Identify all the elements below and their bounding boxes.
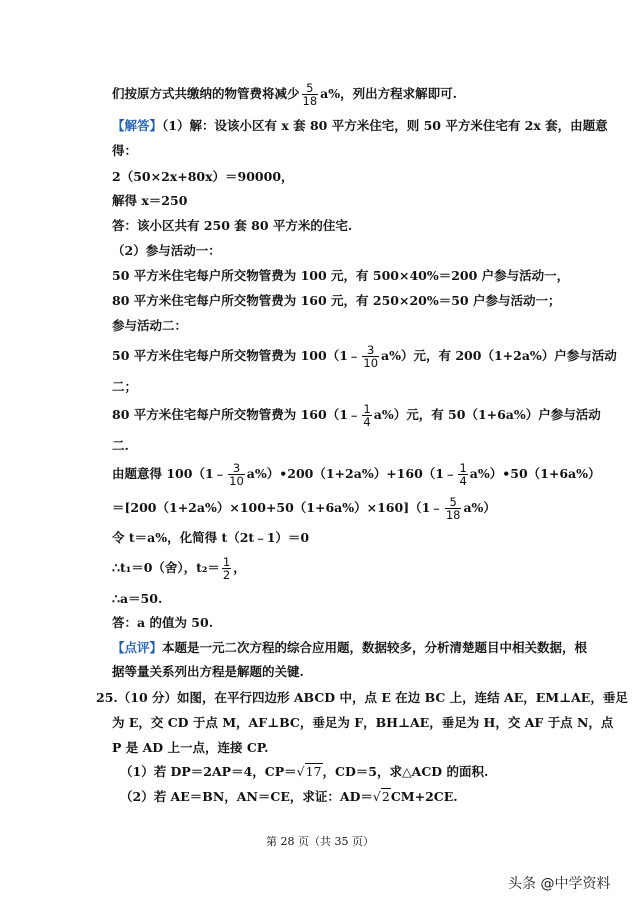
text-line: 答：a 的值为 50. (112, 615, 214, 630)
equation-line: 由题意得 100（1﹣ $\frac{3}{10}$ a%）•200（1+2a%）+160（1﹣ $\frac{1}{4}$ a%）•50（1+6a%） (112, 461, 601, 488)
fraction: $\frac{1}{4}$ (363, 402, 371, 429)
text-line: 50 平方米住宅每户所交物管费为 100 元，有 500×40%＝200 户参与活动一， (112, 268, 570, 283)
answer-heading: 【解答】（1）解：设该小区有 x 套 80 平方米住宅，则 50 平方米住宅有 2x 套，由题意 (112, 118, 608, 133)
text-line: 据等量关系列出方程是解题的关键. (112, 664, 304, 679)
subquestion-2: （2）若 AE＝BN，AN＝CE，求证：AD＝√2CM+2CE. (120, 789, 458, 804)
text-line: 们按原方式共缴纳的物管费将减少 $\frac{5}{18}$ a%，列出方程求解即可. (112, 81, 457, 108)
text-line: 答：该小区共有 250 套 80 平方米的住宅. (112, 218, 353, 233)
equation-line: ∴a＝50. (112, 591, 163, 606)
comment-tag: 【点评】 (112, 640, 163, 655)
text-line: 80 平方米住宅每户所交物管费为 160（1﹣ $\frac{1}{4}$ a%）元，有 50（1+6a%）户参与活动 (112, 402, 601, 429)
text-line: （2）参与活动一： (112, 243, 221, 258)
fraction: $\frac{5}{18}$ (445, 495, 461, 522)
answer-tag: 【解答】 (112, 118, 163, 133)
fraction: $\frac{1}{4}$ (459, 461, 467, 488)
fraction: $\frac{3}{10}$ (229, 461, 244, 488)
text-line: 二； (112, 379, 138, 394)
fraction: $\frac{5}{18}$ (302, 81, 318, 108)
equation-line: 2（50×2x+80x）＝90000， (112, 169, 294, 184)
text-line: 二. (112, 438, 129, 453)
comment-heading: 【点评】本题是一元二次方程的综合应用题，数据较多，分析清楚题目中相关数据，根 (112, 640, 588, 655)
text-line: 参与活动二： (112, 318, 188, 333)
sqrt-symbol: √2 (372, 789, 390, 804)
subquestion-1: （1）若 DP＝2AP＝4，CP＝√17，CD＝5，求△ACD 的面积. (120, 764, 489, 779)
text-line: 80 平方米住宅每户所交物管费为 160 元，有 250×20%＝50 户参与活动一； (112, 293, 561, 308)
sqrt-symbol: √17 (296, 764, 322, 779)
watermark: 头条 @中学资料 (508, 876, 611, 892)
page-footer: 第 28 页（共 35 页） (266, 835, 374, 848)
fraction: $\frac{3}{10}$ (363, 343, 379, 370)
text-line: P 是 AD 上一点，连接 CP. (112, 740, 269, 755)
text-line: 解得 x＝250 (112, 193, 188, 208)
equation-line: ∴t₁＝0（舍），t₂＝ $\frac{1}{2}$ ， (112, 555, 246, 582)
equation-line: 令 t＝a%，化简得 t（2t﹣1）＝0 (112, 530, 310, 545)
fraction: $\frac{1}{2}$ (222, 555, 231, 582)
question-25: 25.（10 分）如图，在平行四边形 ABCD 中，点 E 在边 BC 上，连结 AE，EM⊥AE，垂足 (96, 690, 628, 705)
text-line: 为 E，交 CD 于点 M，AF⊥BC，垂足为 F，BH⊥AE，垂足为 H，交 AF 于点 N，点 (112, 715, 614, 730)
text-line: 得： (112, 143, 138, 158)
equation-line: ＝[200（1+2a%）×100+50（1+6a%）×160]（1﹣ $\frac{5}{18}$ a%） (112, 495, 496, 522)
text-line: 50 平方米住宅每户所交物管费为 100（1﹣ $\frac{3}{10}$ a%）元，有 200（1+2a%）户参与活动 (112, 343, 617, 370)
